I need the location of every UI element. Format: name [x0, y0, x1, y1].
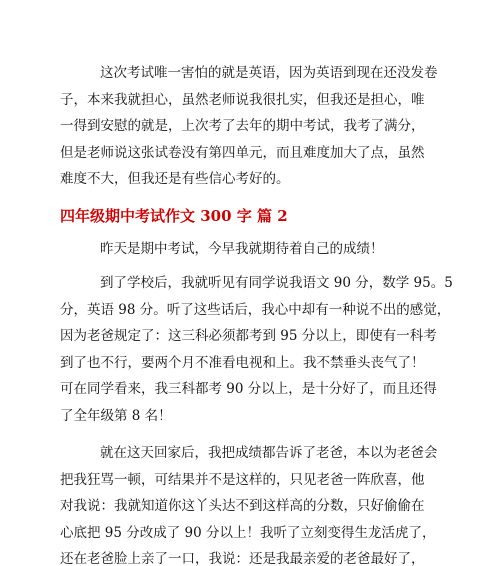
- text-line: 还在老爸脸上亲了一口，我说：还是我最亲爱的老爸最好了，: [60, 551, 425, 566]
- text-line: 一得到安慰的就是，上次考了去年的期中考试，我考了满分，: [60, 118, 425, 134]
- text-line: 心底把 95 分改成了 90 分以上！我听了立刻变得生龙活虎了，: [60, 524, 436, 541]
- paragraph-school-scores: [60, 270, 460, 429]
- text-line: 子，本来我就担心，虽然老师说我很扎实，但我还是担心，唯: [60, 91, 425, 108]
- text-line: 到了学校后，我就听见有同学说我语文 90 分，数学 95。5: [100, 275, 453, 291]
- paragraph-going-home: [60, 440, 460, 566]
- paragraph-exam-worries: [60, 60, 460, 193]
- text-line: 可在同学看来，我三科都考 90 分以上，是十分好了，而且还得: [60, 381, 437, 397]
- section-heading: 四年级期中考试作文 300 字 篇 2: [60, 207, 288, 225]
- text-line: 就在这天回家后，我把成绩都告诉了老爸，本以为老爸会: [100, 445, 438, 461]
- text-line: 分，英语 98 分。听了这些话后，我心中却有一种说不出的感觉，: [60, 301, 451, 318]
- text-line: 到了也不行，要两个月不准看电视和上。我不禁垂头丧气了！: [60, 354, 425, 371]
- text-line: 难度不大，但我还是有些信心考好的。: [60, 171, 290, 187]
- text-line: 把我狂骂一顿，可结果并不是这样的，只见老爸一阵欣喜，他: [60, 471, 425, 488]
- text-line: 昨天是期中考试，今早我就期待着自己的成绩！: [100, 241, 384, 257]
- text-line: 因为老爸规定了：这三科必须都考到 95 分以上，即使有一科考: [60, 328, 437, 344]
- text-line: 这次考试唯一害怕的就是英语，因为英语到现在还没发卷: [100, 65, 438, 81]
- text-line: 对我说：我就知道你这丫头达不到这样高的分数，只好偷偷在: [60, 498, 425, 514]
- paragraph-waiting-results: [60, 236, 460, 263]
- text-line: 但是老师说这张试卷没有第四单元，而且难度加大了点，虽然: [60, 144, 425, 161]
- text-line: 了全年级第 8 名！: [60, 407, 172, 424]
